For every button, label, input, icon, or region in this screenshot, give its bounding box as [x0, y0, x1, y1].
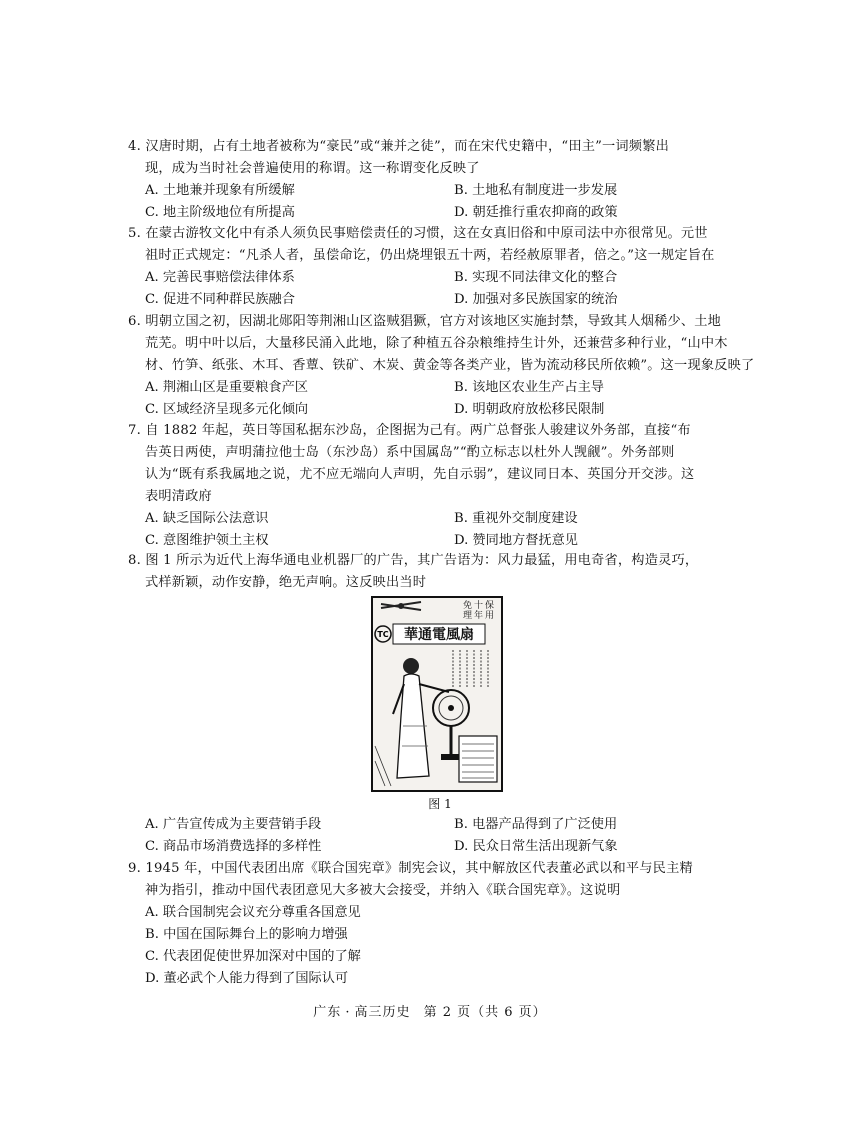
option-d: D. 明朝政府放松移民限制 [454, 402, 605, 417]
option-c: C. 商品市场消费选择的多样性 [145, 839, 322, 854]
option-b: B. 该地区农业生产占主导 [454, 380, 604, 395]
option-c: C. 意图维护领土主权 [145, 533, 269, 548]
option-a: A. 完善民事赔偿法律体系 [145, 270, 295, 285]
question-stem-line: 祖时正式规定：“凡杀人者，虽偿命讫，仍出烧埋银五十两，若经赦原罪者，倍之。”这一规定旨在 [145, 248, 715, 263]
svg-text:保: 保 [485, 601, 495, 611]
option-c: C. 代表团促使世界加深对中国的了解 [145, 949, 361, 964]
question-5 [128, 223, 715, 311]
svg-text:理: 理 [463, 611, 473, 621]
warranty-slogan [463, 599, 494, 621]
page-footer: 广东 · 高三历史 第 2 页（共 6 页） [313, 1005, 547, 1020]
option-c: C. 区域经济呈现多元化倾向 [145, 402, 309, 417]
advertisement-illustration [371, 596, 503, 792]
question-stem-line: 7. 自 1882 年起，英日等国私据东沙岛，企图据为己有。两广总督张人骏建议外务部，直接“布 [128, 423, 691, 438]
svg-text:年: 年 [474, 611, 484, 621]
question-stem-line: 告英日两使，声明蒲拉他士岛（东沙岛）系中国属岛”“酌立标志以杜外人觊觎”。外务部则 [145, 445, 675, 460]
option-a: A. 联合国制宪会议充分尊重各国意见 [145, 905, 361, 920]
option-a: A. 荆湘山区是重要粮食产区 [145, 380, 308, 395]
svg-text:免: 免 [463, 601, 473, 611]
option-b: B. 电器产品得到了广泛使用 [454, 817, 618, 832]
question-stem-line: 神为指引，推动中国代表团意见大多被大会接受，并纳入《联合国宪章》。这说明 [145, 883, 621, 898]
option-c: C. 促进不同种群民族融合 [145, 292, 295, 307]
option-c: C. 地主阶级地位有所提高 [145, 205, 295, 220]
question-8-options [128, 814, 708, 858]
option-a: A. 缺乏国际公法意识 [145, 511, 269, 526]
svg-text:用: 用 [485, 611, 495, 621]
question-stem-line: 8. 图 1 所示为近代上海华通电业机器厂的广告，其广告语为：风力最猛，用电奇省，构造灵巧， [128, 553, 699, 568]
question-stem-line: 5. 在蒙古游牧文化中有杀人须负民事赔偿责任的习惯，这在女真旧俗和中原司法中亦很常见。元世 [128, 226, 708, 241]
question-stem-line: 9. 1945 年，中国代表团出席《联合国宪章》制宪会议，其中解放区代表董必武以和平与民主精 [128, 861, 693, 876]
question-stem-line: 现，成为当时社会普遍使用的称谓。这一称谓变化反映了 [145, 161, 480, 176]
option-b: B. 实现不同法律文化的整合 [454, 270, 618, 285]
question-9 [128, 858, 708, 990]
option-d: D. 赞同地方督抚意见 [454, 533, 578, 548]
option-b: B. 重视外交制度建设 [454, 511, 578, 526]
question-7 [128, 420, 708, 552]
question-stem-line: 认为“既有系我属地之说，尤不应无端向人声明，先自示弱”，建议同日本、英国分开交涉。这 [145, 467, 695, 482]
brand-logo-text: TC [377, 630, 389, 639]
page-number: 第 2 页（共 6 页） [423, 1005, 547, 1020]
question-stem-line: 6. 明朝立国之初，因湖北郧阳等荆湘山区盗贼猖獗，官方对该地区实施封禁，导致其人烟稀少、土地 [128, 314, 722, 329]
question-8 [128, 550, 708, 594]
figure-1-fan-advertisement [371, 596, 503, 792]
brand-name: 華通電風扇 [404, 627, 474, 643]
option-d: D. 民众日常生活出现新气象 [454, 839, 618, 854]
option-a: A. 土地兼并现象有所缓解 [145, 183, 295, 198]
question-stem-line: 式样新颖，动作安静，绝无声响。这反映出当时 [145, 575, 427, 590]
option-d: D. 加强对多民族国家的统治 [454, 292, 618, 307]
question-stem-line: 荒芜。明中叶以后，大量移民涌入此地，除了种植五谷杂粮维持生计外，还兼营多种行业，“山中木 [145, 336, 728, 351]
svg-text:十: 十 [474, 601, 484, 611]
option-a: A. 广告宣传成为主要营销手段 [145, 817, 322, 832]
question-stem-line: 材、竹笋、纸张、木耳、香蕈、铁矿、木炭、黄金等各类产业，皆为流动移民所依赖”。这一现象反映了 [145, 358, 755, 373]
footer-subject: 高三历史 [354, 1005, 411, 1020]
option-b: B. 土地私有制度进一步发展 [454, 183, 618, 198]
question-6 [128, 311, 755, 421]
option-b: B. 中国在国际舞台上的影响力增强 [145, 927, 348, 942]
shop-info-box [459, 736, 497, 782]
option-d: D. 朝廷推行重农抑商的政策 [454, 205, 618, 220]
question-4 [128, 136, 708, 224]
question-stem-line: 表明清政府 [145, 489, 212, 504]
question-stem-line: 4. 汉唐时期，占有土地者被称为“豪民”或“兼并之徒”，而在宋代史籍中，“田主”一词频繁出 [128, 139, 669, 154]
option-d: D. 董必武个人能力得到了国际认可 [145, 971, 349, 986]
figure-caption: 图 1 [428, 797, 452, 811]
footer-region: 广东 [313, 1005, 342, 1020]
